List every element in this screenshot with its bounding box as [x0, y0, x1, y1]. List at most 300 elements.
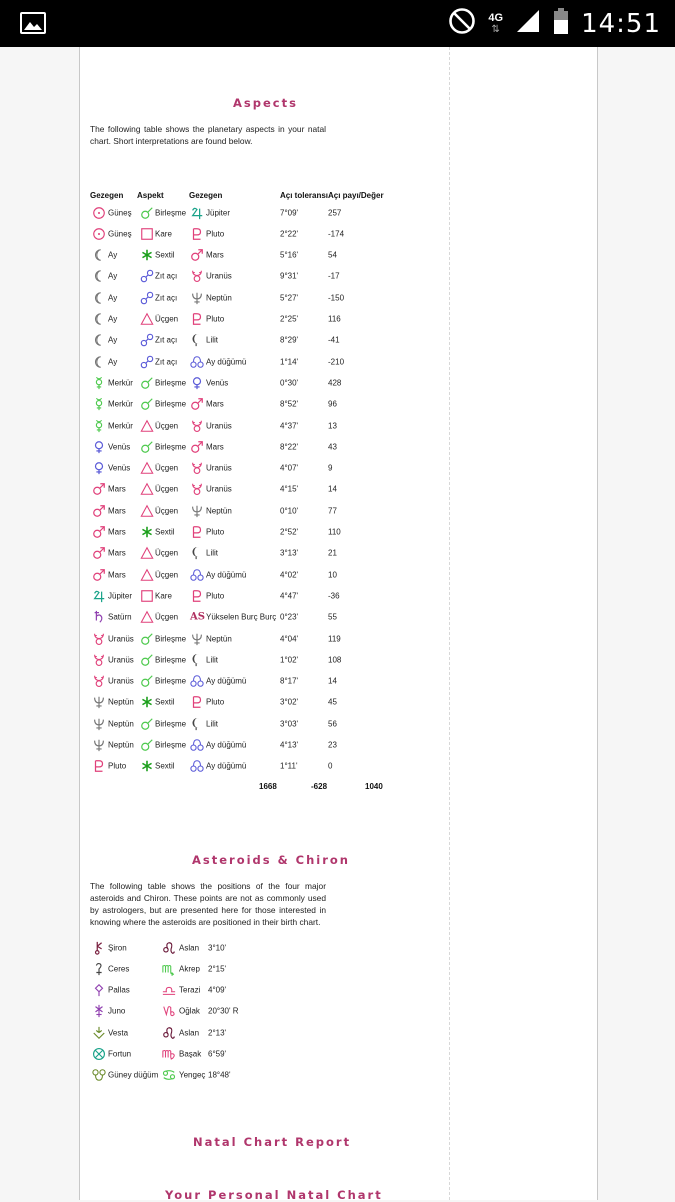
position-value: 6°59' — [208, 1049, 227, 1059]
planet1-name: Merkür — [108, 378, 133, 388]
ceres-icon — [92, 962, 106, 976]
asteroids-intro: The following table shows the positions of the four major asteroids and Chiron. These points are not as commonly used by astrologers, but are presented here for those interested in knowing where the asteroids are positioned in their birth chart. — [90, 881, 326, 927]
neptune-icon — [92, 717, 106, 731]
score-value: 110 — [328, 527, 341, 537]
do-not-disturb-icon — [448, 7, 476, 40]
aspect-name: Zıt açı — [155, 357, 178, 367]
score-value: 77 — [328, 506, 337, 516]
planet2-name: Ay düğümü — [206, 357, 247, 367]
sign-name: Aslan — [179, 943, 200, 952]
orb-value: 0°10' — [280, 506, 299, 516]
virgo-icon — [162, 1047, 176, 1061]
asteroid-name: Güney düğüm — [108, 1070, 159, 1080]
uranus-icon — [92, 653, 106, 667]
aspect-name: Üçgen — [155, 548, 179, 558]
planet1-name: Jüpiter — [108, 591, 133, 601]
trine-icon — [140, 419, 154, 433]
aspect-row — [90, 287, 400, 308]
planet2-name: Pluto — [206, 697, 225, 707]
aspect-row — [90, 245, 400, 266]
aspect-row — [90, 372, 400, 393]
sun-icon — [92, 206, 106, 220]
libra-icon — [162, 983, 176, 997]
orb-value: 8°22' — [280, 442, 299, 452]
total-negative: -628 — [311, 782, 328, 791]
orb-value: 2°52' — [280, 527, 299, 537]
aspect-row — [90, 713, 400, 734]
aspect-row — [90, 607, 400, 628]
score-value: -150 — [328, 293, 345, 303]
planet1-name: Venüs — [108, 442, 131, 452]
mars-icon — [190, 397, 204, 411]
aspect-name: Zıt açı — [155, 335, 178, 345]
aspect-row — [90, 309, 400, 330]
position-value: 3°10' — [208, 943, 227, 952]
planet1-name: Merkür — [108, 421, 133, 430]
score-value: 96 — [328, 399, 337, 409]
orb-value: 4°04' — [280, 634, 299, 643]
total-sum: 1040 — [365, 782, 383, 791]
aspect-name: Üçgen — [155, 314, 179, 324]
orb-value: 1°11' — [280, 761, 298, 771]
planet1-name: Güneş — [108, 229, 132, 239]
planet2-name: Ay düğümü — [206, 570, 247, 580]
score-value: -17 — [328, 271, 340, 281]
planet1-name: Neptün — [108, 719, 134, 729]
aspect-name: Kare — [155, 229, 172, 239]
opposition-icon — [140, 355, 154, 369]
lilith-icon — [190, 653, 204, 667]
planet1-name: Ay — [108, 293, 118, 303]
square-icon — [140, 227, 154, 241]
header-planet1: Gezegen — [90, 191, 124, 200]
aspect-row — [90, 628, 400, 649]
node-icon — [190, 674, 204, 688]
aspects-title: Aspects — [233, 96, 298, 110]
position-value: 4°09' — [208, 985, 227, 995]
planet1-name: Ay — [108, 335, 118, 345]
opposition-icon — [140, 333, 154, 347]
planet2-name: Lilit — [206, 548, 219, 558]
planet2-name: Uranüs — [206, 421, 232, 430]
score-value: 0 — [328, 761, 333, 771]
asteroids-title: Asteroids & Chiron — [192, 853, 350, 867]
mars-icon — [92, 482, 106, 496]
orb-value: 0°23' — [280, 612, 299, 622]
planet1-name: Merkür — [108, 399, 133, 409]
position-value: 2°13' — [208, 1028, 227, 1038]
uranus-icon — [190, 419, 204, 433]
conjunction-icon — [140, 653, 154, 667]
conjunction-icon — [140, 632, 154, 646]
network-type — [488, 13, 503, 35]
score-value: 23 — [328, 740, 337, 750]
position-value: 18°48' — [208, 1070, 231, 1080]
orb-value: 8°52' — [280, 399, 299, 409]
planet1-name: Mars — [108, 484, 126, 494]
mars-icon — [190, 248, 204, 262]
planet2-name: Pluto — [206, 229, 225, 239]
jupiter-icon — [190, 206, 204, 220]
aspect-row — [90, 394, 400, 415]
mercury-icon — [92, 419, 106, 433]
aspect-row — [90, 692, 400, 713]
opposition-icon — [140, 269, 154, 283]
pallas-icon — [92, 983, 106, 997]
moon-icon — [92, 333, 106, 347]
node-icon — [190, 568, 204, 582]
asteroid-name: Fortun — [108, 1049, 132, 1059]
aspect-name: Birleşme — [155, 655, 187, 665]
score-value: 10 — [328, 570, 337, 580]
score-value: 257 — [328, 208, 342, 217]
planet2-name: Neptün — [206, 634, 232, 643]
mars-icon — [92, 546, 106, 560]
aspect-row — [90, 585, 400, 606]
aspect-row — [90, 351, 400, 372]
orb-value: 5°16' — [280, 250, 299, 260]
aspect-row — [90, 479, 400, 500]
orb-value: 4°37' — [280, 421, 299, 430]
neptune-icon — [92, 695, 106, 709]
orb-value: 7°09' — [280, 208, 299, 217]
planet1-name: Ay — [108, 314, 118, 324]
sign-name: Oğlak — [179, 1006, 200, 1016]
planet2-name: Ay düğümü — [206, 740, 247, 750]
pluto-icon — [190, 695, 204, 709]
planet2-name: Yükselen Burç Burç — [206, 612, 277, 622]
score-value: 55 — [328, 612, 337, 622]
planet1-name: Uranüs — [108, 676, 134, 686]
aspect-name: Birleşme — [155, 399, 187, 409]
aspect-row — [90, 266, 400, 287]
node-icon — [190, 759, 204, 773]
mercury-icon — [92, 376, 106, 390]
juno-icon — [92, 1004, 106, 1018]
sextile-icon — [140, 525, 154, 539]
orb-value: 5°27' — [280, 293, 299, 303]
planet2-name: Neptün — [206, 506, 232, 516]
score-value: 119 — [328, 634, 341, 643]
leo-icon — [162, 941, 176, 955]
score-value: -174 — [328, 229, 345, 239]
score-value: 43 — [328, 442, 337, 452]
planet2-name: Uranüs — [206, 484, 232, 494]
moon-icon — [92, 291, 106, 305]
chiron-icon — [92, 941, 106, 955]
lilith-icon — [190, 546, 204, 560]
aspect-name: Zıt açı — [155, 271, 178, 281]
uranus-icon — [92, 632, 106, 646]
asteroid-name: Juno — [108, 1006, 126, 1016]
sextile-icon — [140, 695, 154, 709]
score-value: 14 — [328, 676, 337, 686]
asteroid-name: Ceres — [108, 964, 130, 974]
total-positive: 1668 — [259, 782, 277, 791]
mars-icon — [92, 504, 106, 518]
planet1-name: Ay — [108, 271, 118, 281]
planet2-name: Jüpiter — [206, 208, 231, 217]
sun-icon — [92, 227, 106, 241]
pluto-icon — [190, 227, 204, 241]
asteroid-name: Şiron — [108, 943, 127, 952]
aspect-row — [90, 223, 400, 244]
moon-icon — [92, 248, 106, 262]
leo-icon — [162, 1026, 176, 1040]
orb-value: 4°13' — [280, 740, 299, 750]
planet2-name: Mars — [206, 250, 224, 260]
node-icon — [190, 355, 204, 369]
uranus-icon — [92, 674, 106, 688]
header-planet2: Gezegen — [189, 191, 223, 200]
orb-value: 8°29' — [280, 335, 299, 345]
score-value: -210 — [328, 357, 345, 367]
status-bar — [0, 0, 675, 47]
asteroid-name: Vesta — [108, 1028, 129, 1038]
aspects-intro: The following table shows the planetary aspects in your natal chart. Short interpretations are found below. — [90, 124, 326, 146]
battery-icon — [553, 7, 569, 40]
planet2-name: Mars — [206, 442, 224, 452]
uranus-icon — [190, 461, 204, 475]
sign-name: Aslan — [179, 1028, 200, 1038]
position-value: 2°15' — [208, 964, 227, 974]
venus-icon — [92, 440, 106, 454]
neptune-icon — [92, 738, 106, 752]
sextile-icon — [140, 759, 154, 773]
asteroid-row — [90, 958, 290, 979]
asteroid-row — [90, 1065, 290, 1086]
planet1-name: Mars — [108, 527, 126, 537]
planet2-name: Lilit — [206, 719, 219, 729]
aspect-name: Sextil — [155, 761, 175, 771]
orb-value: 4°15' — [280, 484, 299, 494]
orb-value: 1°14' — [280, 357, 299, 367]
planet2-name: Pluto — [206, 527, 225, 537]
aspect-name: Üçgen — [155, 463, 179, 473]
score-value: 428 — [328, 378, 342, 388]
score-value: 108 — [328, 655, 342, 665]
orb-value: 2°25' — [280, 314, 299, 324]
square-icon — [140, 589, 154, 603]
aspect-name: Birleşme — [155, 740, 187, 750]
trine-icon — [140, 482, 154, 496]
position-value: 20°30' R — [208, 1006, 239, 1016]
gallery-notification-icon — [20, 12, 46, 34]
conjunction-icon — [140, 376, 154, 390]
sextile-icon — [140, 248, 154, 262]
score-value: 9 — [328, 463, 333, 473]
planet2-name: Uranüs — [206, 463, 232, 473]
conjunction-icon — [140, 206, 154, 220]
aspect-row — [90, 436, 400, 457]
aspect-name: Üçgen — [155, 484, 179, 494]
fortune-icon — [92, 1047, 106, 1061]
signal-icon — [515, 8, 541, 39]
planet1-name: Mars — [108, 506, 126, 516]
aspect-name: Sextil — [155, 697, 175, 707]
capricorn-icon — [162, 1004, 176, 1018]
conjunction-icon — [140, 397, 154, 411]
orb-value: 9°31' — [280, 271, 299, 281]
cancer-icon — [162, 1068, 176, 1082]
aspect-name: Birleşme — [155, 719, 187, 729]
trine-icon — [140, 546, 154, 560]
planet1-name: Neptün — [108, 697, 134, 707]
venus-icon — [92, 461, 106, 475]
pluto-icon — [190, 525, 204, 539]
aspect-row — [90, 671, 400, 692]
score-value: 56 — [328, 719, 337, 729]
trine-icon — [140, 610, 154, 624]
vesta-icon — [92, 1026, 106, 1040]
pluto-icon — [190, 312, 204, 326]
planet1-name: Güneş — [108, 208, 132, 217]
scorpio-icon — [162, 962, 176, 976]
planet1-name: Uranüs — [108, 655, 134, 665]
moon-icon — [92, 355, 106, 369]
natal-chart-subtitle: Your Personal Natal Chart — [165, 1188, 383, 1202]
orb-value: 0°30' — [280, 378, 299, 388]
lilith-icon — [190, 717, 204, 731]
aspect-name: Zıt açı — [155, 293, 178, 303]
aspect-name: Üçgen — [155, 570, 179, 580]
planet2-name: Ay düğümü — [206, 761, 247, 771]
trine-icon — [140, 504, 154, 518]
conjunction-icon — [140, 738, 154, 752]
conjunction-icon — [140, 674, 154, 688]
score-value: 116 — [328, 314, 341, 324]
planet1-name: Ay — [108, 357, 118, 367]
planet2-name: Pluto — [206, 314, 225, 324]
score-value: -41 — [328, 335, 340, 345]
saturn-icon — [92, 610, 106, 624]
score-value: 54 — [328, 250, 337, 260]
asteroid-name: Pallas — [108, 985, 130, 995]
orb-value: 1°02' — [280, 655, 299, 665]
sign-name: Yengeç — [179, 1070, 206, 1080]
planet2-name: Mars — [206, 399, 224, 409]
network-type-label: 4G — [488, 11, 504, 24]
aspect-row — [90, 202, 400, 223]
aspect-name: Sextil — [155, 250, 175, 260]
orb-value: 4°02' — [280, 570, 299, 580]
planet1-name: Uranüs — [108, 634, 134, 643]
venus-icon — [190, 376, 204, 390]
aspect-row — [90, 543, 400, 564]
mars-icon — [190, 440, 204, 454]
planet2-name: Ay düğümü — [206, 676, 247, 686]
aspect-name: Birleşme — [155, 442, 187, 452]
aspect-row — [90, 735, 400, 756]
moon-icon — [92, 312, 106, 326]
planet1-name: Pluto — [108, 761, 127, 771]
header-score: Açı payı/Değer — [328, 191, 384, 200]
pluto-icon — [190, 589, 204, 603]
aspect-name: Birleşme — [155, 634, 187, 643]
sign-name: Terazi — [179, 985, 201, 995]
sign-name: Akrep — [179, 964, 200, 974]
mars-icon — [92, 525, 106, 539]
neptune-icon — [190, 504, 204, 518]
asteroid-row — [90, 1001, 290, 1022]
planet2-name: Lilit — [206, 655, 219, 665]
jupiter-icon — [92, 589, 106, 603]
score-value: 13 — [328, 421, 337, 430]
orb-value: 8°17' — [280, 676, 299, 686]
uranus-icon — [190, 482, 204, 496]
data-arrows-icon: ⇅ — [491, 23, 500, 35]
aspect-row — [90, 564, 400, 585]
planet2-name: Neptün — [206, 293, 232, 303]
aspect-name: Birleşme — [155, 676, 187, 686]
south-node-icon — [92, 1068, 106, 1082]
mercury-icon — [92, 397, 106, 411]
pluto-icon — [92, 759, 106, 773]
neptune-icon — [190, 291, 204, 305]
header-orb: Açı toleransı — [280, 191, 329, 200]
aspect-name: Kare — [155, 591, 172, 601]
aspect-row — [90, 500, 400, 521]
lilith-icon — [190, 333, 204, 347]
asteroid-row — [90, 937, 290, 958]
neptune-icon — [190, 632, 204, 646]
aspect-name: Üçgen — [155, 506, 179, 516]
planet2-name: Pluto — [206, 591, 225, 601]
score-value: -36 — [328, 591, 340, 601]
aspect-row — [90, 756, 400, 777]
orb-value: 4°47' — [280, 591, 299, 601]
orb-value: 2°22' — [280, 229, 299, 239]
aspect-name: Sextil — [155, 527, 175, 537]
score-value: 14 — [328, 484, 337, 494]
trine-icon — [140, 568, 154, 582]
aspect-row — [90, 522, 400, 543]
score-value: 21 — [328, 548, 337, 558]
aspect-row — [90, 415, 400, 436]
page-divider — [449, 47, 450, 1200]
opposition-icon — [140, 291, 154, 305]
planet1-name: Mars — [108, 548, 126, 558]
orb-value: 4°07' — [280, 463, 299, 473]
aspect-name: Birleşme — [155, 378, 187, 388]
trine-icon — [140, 312, 154, 326]
aspect-row — [90, 458, 400, 479]
aspect-name: Birleşme — [155, 208, 187, 217]
aspect-row — [90, 330, 400, 351]
score-value: 45 — [328, 697, 337, 707]
trine-icon — [140, 461, 154, 475]
node-icon — [190, 738, 204, 752]
planet2-name: Uranüs — [206, 271, 232, 281]
aspect-name: Üçgen — [155, 612, 179, 622]
planet2-name: Lilit — [206, 335, 219, 345]
planet1-name: Neptün — [108, 740, 134, 750]
moon-icon — [92, 269, 106, 283]
asteroid-row — [90, 980, 290, 1001]
aspect-name: Üçgen — [155, 421, 179, 430]
header-aspect: Aspekt — [137, 191, 164, 200]
planet1-name: Ay — [108, 250, 118, 260]
asteroid-row — [90, 1044, 290, 1065]
asteroid-row — [90, 1022, 290, 1043]
conjunction-icon — [140, 440, 154, 454]
conjunction-icon — [140, 717, 154, 731]
planet1-name: Venüs — [108, 463, 131, 473]
orb-value: 3°03' — [280, 719, 299, 729]
planet2-name: Venüs — [206, 378, 229, 388]
mars-icon — [92, 568, 106, 582]
planet1-name: Satürn — [108, 612, 132, 622]
